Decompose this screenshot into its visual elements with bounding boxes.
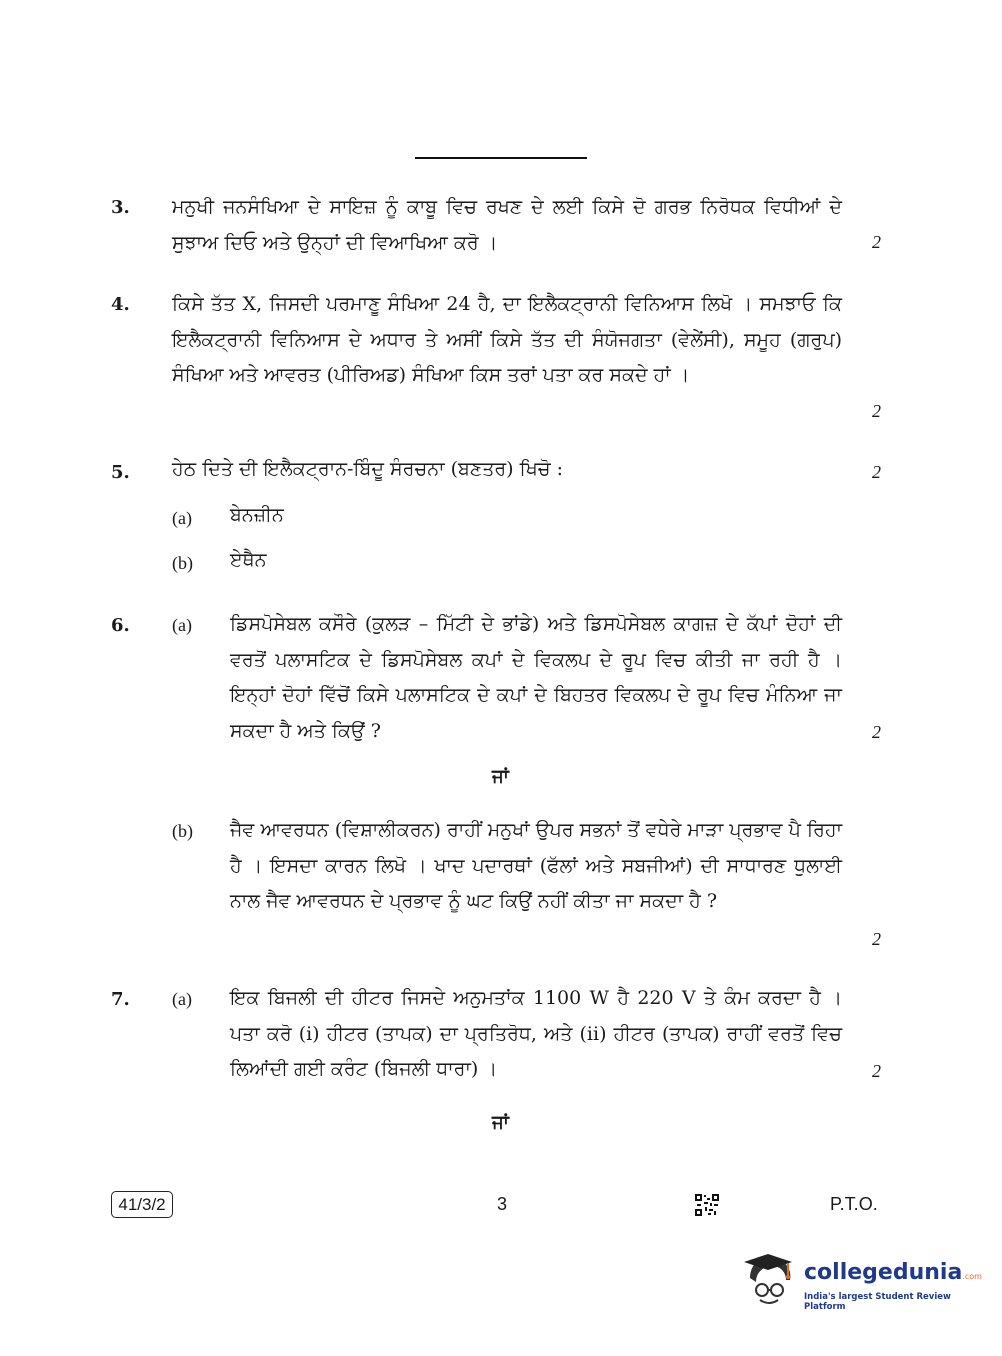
question-6a-text: ਡਿਸਪੋਸੇਬਲ ਕਸੌਰੇ (ਕੁਲੜ – ਮਿੱਟੀ ਦੇ ਭਾਂਡੇ) ਅਤੇ ਡਿਸਪੋਸੇਬਲ ਕਾਗਜ਼ ਦੇ ਕੱਪਾਂ ਦੋਹਾਂ ਦੀ ਵਰਤੋਂ ਪਲਾਸਟਿਕ ਦੇ ਡਿਸਪੋਸੇਬਲ ਕਪਾਂ ਦੇ ਵਿਕਲਪ ਦੇ ਰੂਪ ਵਿਚ ਕੀਤੀ ਜਾ ਰਹੀ ਹੈ । ਇਨ੍ਹਾਂ ਦੋਹਾਂ ਵਿੱਚੋਂ ਕਿਸੇ ਪਲਾਸਟਿਕ ਦੇ ਕਪਾਂ ਦੇ ਬਿਹਤਰ ਵਿਕਲਪ ਦੇ ਰੂਪ ਵਿਚ ਮੰਨਿਆ ਜਾ ਸਕਦਾ ਹੈ ਅਤੇ ਕਿਉਂ ? bbox=[230, 613, 842, 742]
question-6a-marks: 2 bbox=[872, 722, 881, 742]
brand-name: collegedunia.com bbox=[804, 1260, 982, 1285]
question-5b-text: ਏਥੈਨ bbox=[230, 549, 267, 571]
question-7a-text: ਇਕ ਬਿਜਲੀ ਦੀ ਹੀਟਰ ਜਿਸਦੇ ਅਨੁਮਤਾਂਕ 1100 W ਹੈ 220 V ਤੇ ਕੰਮ ਕਰਦਾ ਹੈ । ਪਤਾ ਕਰੋ (i) ਹੀਟਰ (ਤਾਪਕ) ਦਾ ਪ੍ਰਤਿਰੋਧ, ਅਤੇ (ii) ਹੀਟਰ (ਤਾਪਕ) ਰਾਹੀਂ ਵਰਤੋਂ ਵਿਚ ਲਿਆਂਦੀ ਗਈ ਕਰੰਟ (ਬਿਜਲੀ ਧਾਰਾ) । bbox=[230, 987, 842, 1080]
question-6a-label: (a) bbox=[172, 615, 192, 635]
brand-domain: .com bbox=[962, 1272, 982, 1281]
collegedunia-logo-icon bbox=[742, 1250, 802, 1310]
question-7a-label: (a) bbox=[172, 989, 192, 1009]
collegedunia-brand[interactable] bbox=[742, 1250, 982, 1320]
or-separator-6: ਜਾਂ bbox=[492, 766, 509, 787]
or-separator-7: ਜਾਂ bbox=[492, 1112, 509, 1133]
question-3-marks: 2 bbox=[872, 232, 881, 252]
question-4-marks: 2 bbox=[872, 401, 881, 421]
brand-tagline: India's largest Student Review Platform bbox=[804, 1292, 951, 1312]
qr-code-icon bbox=[694, 1193, 720, 1217]
question-7-number: 7. bbox=[111, 989, 130, 1010]
question-3-number: 3. bbox=[111, 197, 130, 218]
question-6b-marks: 2 bbox=[872, 929, 881, 949]
question-5b-label: (b) bbox=[172, 553, 193, 573]
question-6-number: 6. bbox=[111, 615, 130, 636]
question-4-text: ਕਿਸੇ ਤੱਤ X, ਜਿਸਦੀ ਪਰਮਾਣੂ ਸੰਖਿਆ 24 ਹੈ, ਦਾ ਇਲੈਕਟ੍ਰਾਨੀ ਵਿਨਿਆਸ ਲਿਖੋ । ਸਮਝਾਓ ਕਿ ਇਲੈਕਟ੍ਰਾਨੀ ਵਿਨਿਆਸ ਦੇ ਅਧਾਰ ਤੇ ਅਸੀਂ ਕਿਸੇ ਤੱਤ ਦੀ ਸੰਯੋਜਗਤਾ (ਵੇਲੇਂਸੀ), ਸਮੂਹ (ਗਰੁਪ) ਸੰਖਿਆ ਅਤੇ ਆਵਰਤ (ਪੀਰਿਅਡ) ਸੰਖਿਆ ਕਿਸ ਤਰਾਂ ਪਤਾ ਕਰ ਸਕਦੇ ਹਾਂ । bbox=[172, 293, 842, 386]
question-5-text: ਹੇਠ ਦਿਤੇ ਦੀ ਇਲੈਕਟ੍ਰਾਨ-ਬਿੰਦੂ ਸੰਰਚਨਾ (ਬਣਤਰ) ਖਿਚੋ : bbox=[172, 458, 564, 480]
page-number: 3 bbox=[497, 1194, 508, 1214]
pto-label: P.T.O. bbox=[830, 1194, 878, 1214]
question-5a-text: ਬੇਨਜ਼ੀਨ bbox=[230, 504, 284, 526]
question-5a-label: (a) bbox=[172, 508, 192, 528]
question-5-marks: 2 bbox=[872, 462, 881, 482]
question-6b-text: ਜੈਵ ਆਵਰਧਨ (ਵਿਸ਼ਾਲੀਕਰਨ) ਰਾਹੀਂ ਮਨੁਖਾਂ ਉਪਰ ਸਭਨਾਂ ਤੋਂ ਵਧੇਰੇ ਮਾੜਾ ਪ੍ਰਭਾਵ ਪੈ ਰਿਹਾ ਹੈ । ਇਸਦਾ ਕਾਰਨ ਲਿਖੋ । ਖਾਦ ਪਦਾਰਥਾਂ (ਫੱਲਾਂ ਅਤੇ ਸਬਜੀਆਂ) ਦੀ ਸਾਧਾਰਣ ਧੁਲਾਈ ਨਾਲ ਜੈਵ ਆਵਰਧਨ ਦੇ ਪ੍ਰਭਾਵ ਨੂੰ ਘਟ ਕਿਉਂ ਨਹੀਂ ਕੀਤਾ ਜਾ ਸਕਦਾ ਹੈ ? bbox=[230, 819, 842, 912]
question-7a-marks: 2 bbox=[872, 1061, 881, 1081]
paper-code-badge: 41/3/2 bbox=[111, 1191, 173, 1218]
question-6b-label: (b) bbox=[172, 821, 193, 841]
question-5-number: 5. bbox=[111, 462, 130, 483]
question-3-text: ਮਨੁਖੀ ਜਨਸੰਖਿਆ ਦੇ ਸਾਇਜ਼ ਨੂੰ ਕਾਬੂ ਵਿਚ ਰਖਣ ਦੇ ਲਈ ਕਿਸੇ ਦੋ ਗਰਭ ਨਿਰੋਧਕ ਵਿਧੀਆਂ ਦੇ ਸੁਝਾਅ ਦਿਓ ਅਤੇ ਉਨ੍ਹਾਂ ਦੀ ਵਿਆਖਿਆ ਕਰੋ । bbox=[172, 196, 842, 254]
top-divider bbox=[415, 157, 587, 159]
question-4-number: 4. bbox=[111, 294, 130, 315]
